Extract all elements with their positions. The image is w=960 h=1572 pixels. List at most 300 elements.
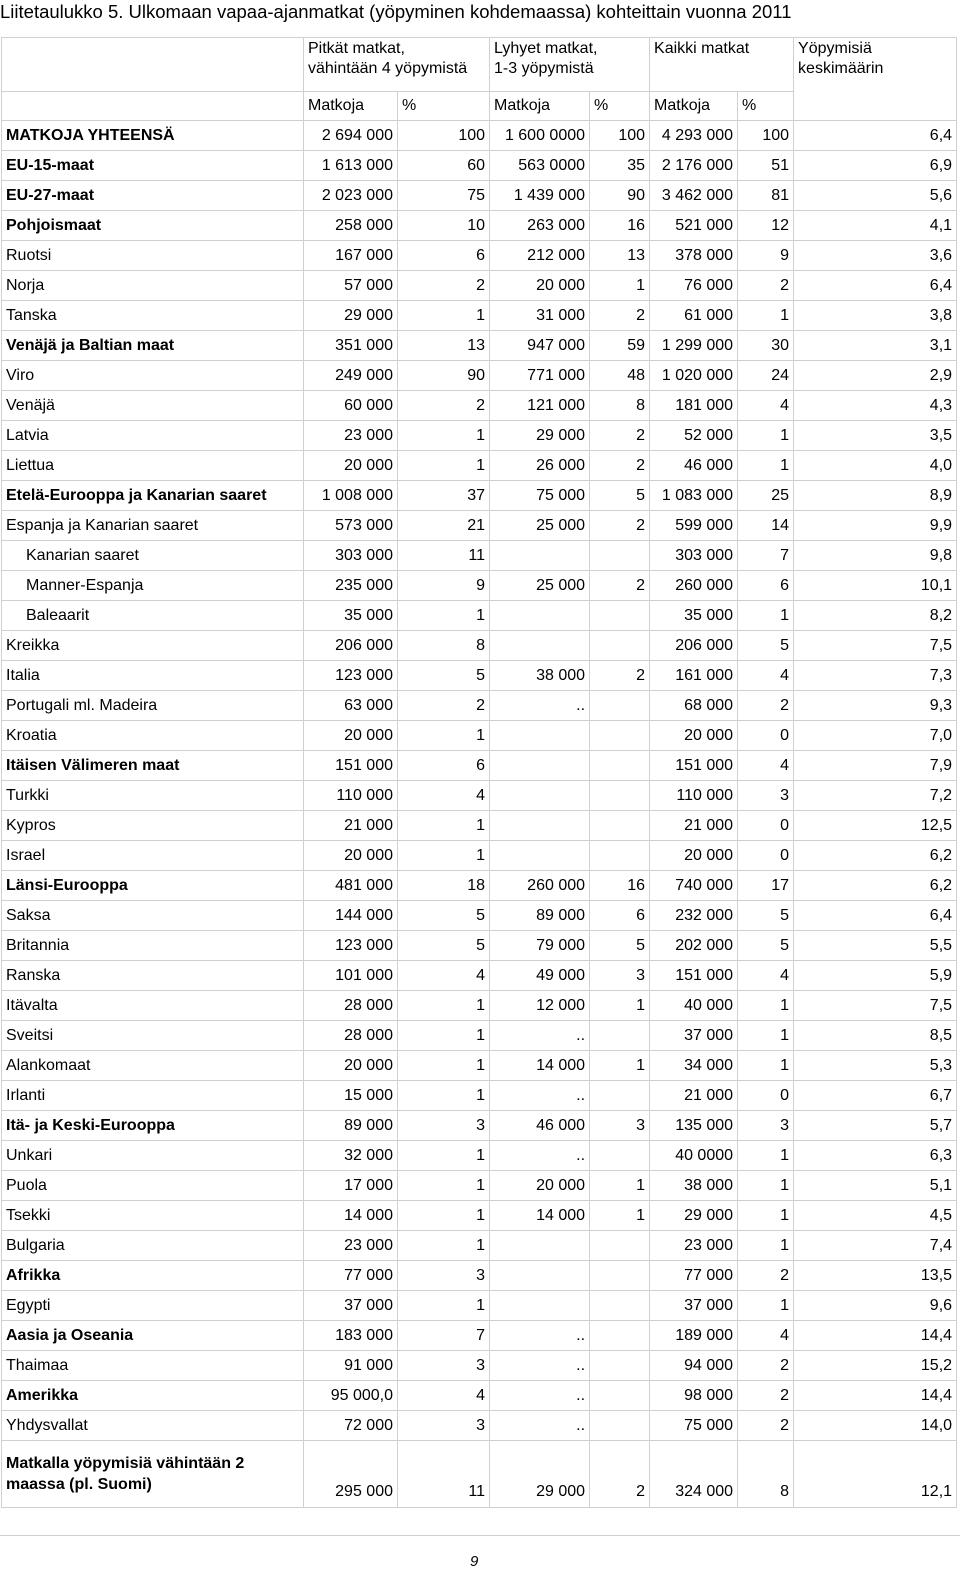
cell-all-pct: 1 xyxy=(738,1051,794,1081)
cell-long-trips: 110 000 xyxy=(304,781,398,811)
cell-avg-nights: 14,4 xyxy=(794,1321,957,1351)
cell-short-pct: 16 xyxy=(590,871,650,901)
cell-avg-nights: 4,0 xyxy=(794,451,957,481)
cell-long-pct: 75 xyxy=(398,181,490,211)
cell-all-pct: 5 xyxy=(738,931,794,961)
cell-short-pct: 2 xyxy=(590,301,650,331)
table-row xyxy=(2,631,957,661)
row-label: Kroatia xyxy=(2,721,304,751)
cell-long-pct: 1 xyxy=(398,1051,490,1081)
cell-avg-nights: 7,9 xyxy=(794,751,957,781)
cell-avg-nights: 6,4 xyxy=(794,901,957,931)
table-row xyxy=(2,421,957,451)
cell-all-trips: 37 000 xyxy=(650,1021,738,1051)
cell-long-trips: 123 000 xyxy=(304,661,398,691)
cell-all-pct: 2 xyxy=(738,1261,794,1291)
cell-all-trips: 206 000 xyxy=(650,631,738,661)
cell-short-trips xyxy=(490,601,590,631)
cell-all-pct: 1 xyxy=(738,451,794,481)
cell-avg-nights: 6,2 xyxy=(794,871,957,901)
cell-long-trips: 14 000 xyxy=(304,1201,398,1231)
cell-short-pct: 2 xyxy=(590,451,650,481)
header-short-line1: Lyhyet matkat, xyxy=(494,40,598,57)
table-row xyxy=(2,391,957,421)
cell-short-trips: 29 000 xyxy=(490,421,590,451)
table-row xyxy=(2,1411,957,1441)
table-row-summary xyxy=(2,1441,957,1508)
cell-short-trips: 26 000 xyxy=(490,451,590,481)
cell-all-trips: 521 000 xyxy=(650,211,738,241)
cell-long-trips: 20 000 xyxy=(304,841,398,871)
table-row xyxy=(2,1261,957,1291)
cell-avg-nights: 4,3 xyxy=(794,391,957,421)
row-label: Norja xyxy=(2,271,304,301)
row-label: Ruotsi xyxy=(2,241,304,271)
cell-all-pct: 2 xyxy=(738,271,794,301)
cell-all-trips: 23 000 xyxy=(650,1231,738,1261)
cell-all-trips: 135 000 xyxy=(650,1111,738,1141)
cell-all-trips: 181 000 xyxy=(650,391,738,421)
cell-short-trips: 20 000 xyxy=(490,271,590,301)
header-nights xyxy=(794,38,957,121)
cell-avg-nights: 4,5 xyxy=(794,1201,957,1231)
cell-all-pct: 81 xyxy=(738,181,794,211)
cell-all-trips: 94 000 xyxy=(650,1351,738,1381)
cell-avg-nights: 14,4 xyxy=(794,1381,957,1411)
cell-long-pct: 1 xyxy=(398,811,490,841)
cell-long-pct: 4 xyxy=(398,961,490,991)
cell-all-pct: 0 xyxy=(738,811,794,841)
cell-long-pct: 5 xyxy=(398,931,490,961)
cell-avg-nights: 5,3 xyxy=(794,1051,957,1081)
cell-short-trips: 49 000 xyxy=(490,961,590,991)
cell-all-pct: 4 xyxy=(738,661,794,691)
cell-long-pct: 2 xyxy=(398,691,490,721)
cell-short-pct xyxy=(590,601,650,631)
table-row xyxy=(2,241,957,271)
row-label: MATKOJA YHTEENSÄ xyxy=(2,121,304,151)
cell-long-pct: 1 xyxy=(398,841,490,871)
cell-short-pct: 8 xyxy=(590,391,650,421)
cell-short-trips: .. xyxy=(490,1381,590,1411)
cell-long-trips: 20 000 xyxy=(304,721,398,751)
cell-all-pct: 1 xyxy=(738,301,794,331)
cell-avg-nights: 3,5 xyxy=(794,421,957,451)
cell-short-pct: 1 xyxy=(590,991,650,1021)
cell-avg-nights: 6,3 xyxy=(794,1141,957,1171)
cell-all-trips: 77 000 xyxy=(650,1261,738,1291)
row-label: Manner-Espanja xyxy=(2,571,304,601)
row-label: Itä- ja Keski-Eurooppa xyxy=(2,1111,304,1141)
cell-short-trips: 12 000 xyxy=(490,991,590,1021)
subheader-empty-cell xyxy=(2,92,304,121)
table-row xyxy=(2,1171,957,1201)
cell-short-pct xyxy=(590,1381,650,1411)
cell-all-trips: 378 000 xyxy=(650,241,738,271)
cell-all-pct: 0 xyxy=(738,721,794,751)
cell-all-trips: 52 000 xyxy=(650,421,738,451)
cell-short-pct: 13 xyxy=(590,241,650,271)
row-label: Egypti xyxy=(2,1291,304,1321)
table-row xyxy=(2,961,957,991)
cell-all-trips: 38 000 xyxy=(650,1171,738,1201)
cell-avg-nights: 7,5 xyxy=(794,991,957,1021)
row-label: Ranska xyxy=(2,961,304,991)
table-row xyxy=(2,1081,957,1111)
table-row xyxy=(2,811,957,841)
cell-long-pct: 1 xyxy=(398,1291,490,1321)
cell-short-trips: 31 000 xyxy=(490,301,590,331)
table-row xyxy=(2,661,957,691)
cell-short-pct xyxy=(590,1291,650,1321)
cell-short-trips: 79 000 xyxy=(490,931,590,961)
subheader-pct: % xyxy=(590,92,650,121)
cell-long-pct: 1 xyxy=(398,991,490,1021)
cell-short-trips: .. xyxy=(490,1351,590,1381)
row-label: Kreikka xyxy=(2,631,304,661)
cell-long-trips: 63 000 xyxy=(304,691,398,721)
cell-avg-nights: 7,4 xyxy=(794,1231,957,1261)
row-label-line1: Matkalla yöpymisiä vähintään 2 xyxy=(6,1455,245,1472)
table-row xyxy=(2,541,957,571)
row-label: Tsekki xyxy=(2,1201,304,1231)
cell-long-pct: 11 xyxy=(398,541,490,571)
row-label: Unkari xyxy=(2,1141,304,1171)
cell-long-pct: 10 xyxy=(398,211,490,241)
table-row xyxy=(2,1051,957,1081)
cell-all-pct: 1 xyxy=(738,991,794,1021)
header-long-trips xyxy=(304,38,490,92)
cell-all-pct: 5 xyxy=(738,901,794,931)
row-label: Latvia xyxy=(2,421,304,451)
cell-short-pct xyxy=(590,691,650,721)
cell-avg-nights: 7,5 xyxy=(794,631,957,661)
cell-all-trips: 189 000 xyxy=(650,1321,738,1351)
cell-all-trips: 151 000 xyxy=(650,751,738,781)
row-label: EU-27-maat xyxy=(2,181,304,211)
cell-all-pct: 1 xyxy=(738,1171,794,1201)
row-label: Viro xyxy=(2,361,304,391)
table-row xyxy=(2,181,957,211)
table-row xyxy=(2,751,957,781)
cell-all-trips: 98 000 xyxy=(650,1381,738,1411)
cell-short-trips: 563 0000 xyxy=(490,151,590,181)
cell-short-pct: 3 xyxy=(590,961,650,991)
table-row xyxy=(2,901,957,931)
cell-avg-nights: 5,7 xyxy=(794,1111,957,1141)
cell-short-pct xyxy=(590,1411,650,1441)
cell-all-trips: 303 000 xyxy=(650,541,738,571)
subheader-pct: % xyxy=(398,92,490,121)
row-label: Kanarian saaret xyxy=(2,541,304,571)
cell-avg-nights: 3,1 xyxy=(794,331,957,361)
cell-short-trips: .. xyxy=(490,1141,590,1171)
table-row xyxy=(2,571,957,601)
cell-short-trips: 25 000 xyxy=(490,511,590,541)
cell-all-trips: 75 000 xyxy=(650,1411,738,1441)
cell-long-pct: 2 xyxy=(398,391,490,421)
cell-all-trips: 76 000 xyxy=(650,271,738,301)
cell-short-trips: 771 000 xyxy=(490,361,590,391)
cell-short-pct xyxy=(590,781,650,811)
cell-long-trips: 37 000 xyxy=(304,1291,398,1321)
cell-all-pct: 2 xyxy=(738,1381,794,1411)
cell-long-trips: 28 000 xyxy=(304,991,398,1021)
cell-all-pct: 4 xyxy=(738,961,794,991)
cell-short-trips xyxy=(490,721,590,751)
cell-avg-nights: 10,1 xyxy=(794,571,957,601)
cell-all-pct: 4 xyxy=(738,1321,794,1351)
row-label: Espanja ja Kanarian saaret xyxy=(2,511,304,541)
cell-long-pct: 9 xyxy=(398,571,490,601)
cell-long-trips: 29 000 xyxy=(304,301,398,331)
cell-long-trips: 21 000 xyxy=(304,811,398,841)
cell-short-trips: 89 000 xyxy=(490,901,590,931)
cell-long-trips: 481 000 xyxy=(304,871,398,901)
row-label: Baleaarit xyxy=(2,601,304,631)
cell-short-trips xyxy=(490,631,590,661)
row-label: Israel xyxy=(2,841,304,871)
row-label: Itäisen Välimeren maat xyxy=(2,751,304,781)
cell-short-pct xyxy=(590,751,650,781)
cell-long-pct: 5 xyxy=(398,661,490,691)
cell-long-pct: 37 xyxy=(398,481,490,511)
table-row xyxy=(2,271,957,301)
cell-all-trips: 4 293 000 xyxy=(650,121,738,151)
row-label: Venäjä xyxy=(2,391,304,421)
header-nights-line2: keskimäärin xyxy=(798,60,884,77)
cell-long-pct: 2 xyxy=(398,271,490,301)
cell-long-pct: 60 xyxy=(398,151,490,181)
cell-all-trips: 1 083 000 xyxy=(650,481,738,511)
cell-all-pct: 0 xyxy=(738,841,794,871)
cell-short-pct: 5 xyxy=(590,931,650,961)
cell-all-trips: 20 000 xyxy=(650,721,738,751)
cell-all-pct: 1 xyxy=(738,1141,794,1171)
cell-long-trips: 303 000 xyxy=(304,541,398,571)
cell-all-pct: 1 xyxy=(738,601,794,631)
cell-long-pct: 3 xyxy=(398,1111,490,1141)
cell-avg-nights: 5,9 xyxy=(794,961,957,991)
cell-avg-nights: 6,9 xyxy=(794,151,957,181)
cell-short-trips: .. xyxy=(490,1021,590,1051)
cell-long-pct: 21 xyxy=(398,511,490,541)
cell-short-trips: 1 600 0000 xyxy=(490,121,590,151)
cell-long-trips: 77 000 xyxy=(304,1261,398,1291)
cell-all-trips: 21 000 xyxy=(650,1081,738,1111)
row-label: Venäjä ja Baltian maat xyxy=(2,331,304,361)
cell-short-pct: 35 xyxy=(590,151,650,181)
cell-all-trips: 1 299 000 xyxy=(650,331,738,361)
data-table xyxy=(1,37,957,1508)
cell-avg-nights: 9,9 xyxy=(794,511,957,541)
cell-long-pct: 13 xyxy=(398,331,490,361)
cell-short-pct: 2 xyxy=(590,571,650,601)
cell-avg-nights: 3,6 xyxy=(794,241,957,271)
footer-divider xyxy=(0,1535,960,1536)
row-label: Kypros xyxy=(2,811,304,841)
cell-long-trips: 249 000 xyxy=(304,361,398,391)
cell-avg-nights: 8,9 xyxy=(794,481,957,511)
cell-avg-nights: 2,9 xyxy=(794,361,957,391)
cell-short-pct: 59 xyxy=(590,331,650,361)
cell-long-trips: 2 023 000 xyxy=(304,181,398,211)
row-label: Saksa xyxy=(2,901,304,931)
row-label: Tanska xyxy=(2,301,304,331)
cell-long-trips: 72 000 xyxy=(304,1411,398,1441)
table-row xyxy=(2,1291,957,1321)
cell-all-trips: 21 000 xyxy=(650,811,738,841)
cell-short-pct: 100 xyxy=(590,121,650,151)
table-row xyxy=(2,1021,957,1051)
row-label: Thaimaa xyxy=(2,1351,304,1381)
cell-long-pct: 6 xyxy=(398,241,490,271)
cell-short-trips xyxy=(490,1231,590,1261)
cell-long-pct: 6 xyxy=(398,751,490,781)
cell-short-pct: 1 xyxy=(590,1201,650,1231)
subheader-trips: Matkoja xyxy=(650,92,738,121)
cell-short-pct: 5 xyxy=(590,481,650,511)
cell-long-pct: 11 xyxy=(398,1441,490,1508)
table-row xyxy=(2,871,957,901)
cell-avg-nights: 12,1 xyxy=(794,1441,957,1508)
table-row xyxy=(2,721,957,751)
table-row xyxy=(2,601,957,631)
cell-avg-nights: 7,2 xyxy=(794,781,957,811)
cell-short-trips: .. xyxy=(490,1321,590,1351)
cell-all-pct: 3 xyxy=(738,781,794,811)
header-empty-cell xyxy=(2,38,304,92)
cell-all-trips: 40 0000 xyxy=(650,1141,738,1171)
cell-short-trips xyxy=(490,1261,590,1291)
cell-short-pct xyxy=(590,811,650,841)
cell-short-pct: 2 xyxy=(590,661,650,691)
cell-short-trips: 20 000 xyxy=(490,1171,590,1201)
page-number: 9 xyxy=(470,1553,479,1570)
cell-all-pct: 2 xyxy=(738,691,794,721)
cell-avg-nights: 9,6 xyxy=(794,1291,957,1321)
cell-all-pct: 6 xyxy=(738,571,794,601)
cell-short-trips: 38 000 xyxy=(490,661,590,691)
cell-avg-nights: 8,5 xyxy=(794,1021,957,1051)
table-row xyxy=(2,841,957,871)
cell-long-trips: 258 000 xyxy=(304,211,398,241)
header-short-trips xyxy=(490,38,650,92)
cell-short-trips: 14 000 xyxy=(490,1201,590,1231)
cell-long-trips: 15 000 xyxy=(304,1081,398,1111)
cell-all-pct: 1 xyxy=(738,421,794,451)
cell-short-trips: .. xyxy=(490,691,590,721)
cell-long-trips: 60 000 xyxy=(304,391,398,421)
cell-long-trips: 2 694 000 xyxy=(304,121,398,151)
header-short-line2: 1-3 yöpymistä xyxy=(494,60,594,77)
cell-long-pct: 1 xyxy=(398,1021,490,1051)
header-nights-line1: Yöpymisiä xyxy=(798,40,872,57)
cell-all-trips: 37 000 xyxy=(650,1291,738,1321)
cell-all-pct: 1 xyxy=(738,1201,794,1231)
table-row xyxy=(2,121,957,151)
cell-short-pct: 1 xyxy=(590,1171,650,1201)
cell-long-trips: 144 000 xyxy=(304,901,398,931)
cell-long-pct: 4 xyxy=(398,781,490,811)
cell-long-trips: 20 000 xyxy=(304,1051,398,1081)
subheader-pct: % xyxy=(738,92,794,121)
table-row xyxy=(2,1141,957,1171)
cell-avg-nights: 5,6 xyxy=(794,181,957,211)
cell-avg-nights: 7,3 xyxy=(794,661,957,691)
cell-short-pct xyxy=(590,541,650,571)
cell-all-pct: 17 xyxy=(738,871,794,901)
cell-long-pct: 1 xyxy=(398,1141,490,1171)
cell-short-pct xyxy=(590,1351,650,1381)
cell-short-trips: 212 000 xyxy=(490,241,590,271)
cell-short-trips xyxy=(490,1291,590,1321)
cell-avg-nights: 14,0 xyxy=(794,1411,957,1441)
cell-long-trips: 573 000 xyxy=(304,511,398,541)
cell-long-pct: 1 xyxy=(398,721,490,751)
table-row xyxy=(2,1381,957,1411)
cell-long-pct: 3 xyxy=(398,1261,490,1291)
cell-long-trips: 235 000 xyxy=(304,571,398,601)
cell-short-pct: 2 xyxy=(590,511,650,541)
cell-long-pct: 1 xyxy=(398,1201,490,1231)
cell-avg-nights: 4,1 xyxy=(794,211,957,241)
cell-short-pct: 16 xyxy=(590,211,650,241)
cell-long-trips: 95 000,0 xyxy=(304,1381,398,1411)
cell-long-pct: 100 xyxy=(398,121,490,151)
cell-avg-nights: 3,8 xyxy=(794,301,957,331)
cell-avg-nights: 6,4 xyxy=(794,271,957,301)
table-row xyxy=(2,1111,957,1141)
cell-long-pct: 1 xyxy=(398,1171,490,1201)
cell-short-trips xyxy=(490,541,590,571)
cell-short-pct: 48 xyxy=(590,361,650,391)
cell-all-pct: 2 xyxy=(738,1351,794,1381)
table-row xyxy=(2,1201,957,1231)
cell-all-pct: 30 xyxy=(738,331,794,361)
cell-avg-nights: 9,8 xyxy=(794,541,957,571)
cell-long-pct: 3 xyxy=(398,1411,490,1441)
row-label: Afrikka xyxy=(2,1261,304,1291)
cell-all-pct: 4 xyxy=(738,751,794,781)
cell-all-trips: 34 000 xyxy=(650,1051,738,1081)
cell-all-pct: 14 xyxy=(738,511,794,541)
row-label: Itävalta xyxy=(2,991,304,1021)
table-row xyxy=(2,451,957,481)
cell-avg-nights: 6,2 xyxy=(794,841,957,871)
cell-all-pct: 1 xyxy=(738,1291,794,1321)
cell-all-pct: 1 xyxy=(738,1021,794,1051)
cell-short-trips: 260 000 xyxy=(490,871,590,901)
cell-all-trips: 3 462 000 xyxy=(650,181,738,211)
cell-long-trips: 206 000 xyxy=(304,631,398,661)
cell-all-pct: 0 xyxy=(738,1081,794,1111)
cell-short-trips xyxy=(490,781,590,811)
row-label-line2: maassa (pl. Suomi) xyxy=(6,1476,152,1493)
cell-avg-nights: 5,5 xyxy=(794,931,957,961)
cell-short-trips: 46 000 xyxy=(490,1111,590,1141)
cell-short-trips xyxy=(490,841,590,871)
cell-short-trips: 947 000 xyxy=(490,331,590,361)
cell-all-trips: 151 000 xyxy=(650,961,738,991)
cell-short-pct xyxy=(590,1321,650,1351)
cell-all-trips: 161 000 xyxy=(650,661,738,691)
cell-all-trips: 110 000 xyxy=(650,781,738,811)
cell-all-trips: 1 020 000 xyxy=(650,361,738,391)
subheader-trips: Matkoja xyxy=(304,92,398,121)
table-row xyxy=(2,481,957,511)
cell-all-trips: 260 000 xyxy=(650,571,738,601)
